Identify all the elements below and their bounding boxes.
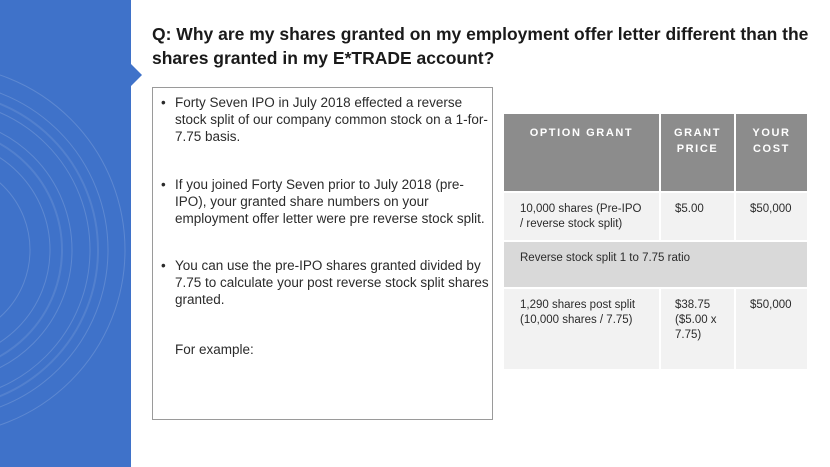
decorative-arcs — [0, 0, 131, 467]
cell-row1-grant-price: $5.00 — [661, 193, 734, 240]
bullet-item: • Forty Seven IPO in July 2018 effected a reverse stock split of our company common stock on a 1-for-7.75 basis. — [161, 94, 491, 145]
bullet-text-box — [152, 87, 493, 420]
header-option-grant: OPTION GRANT — [504, 114, 659, 191]
bullet-item: • If you joined Forty Seven prior to July 2018 (pre-IPO), your granted share numbers on your employment offer letter were pre reverse stock split. — [161, 176, 491, 227]
header-your-cost: YOUR COST — [736, 114, 807, 191]
page-title: Q: Why are my shares granted on my employment offer letter different than the shares granted in my E*TRADE account? — [152, 24, 809, 68]
sidebar-pointer — [131, 64, 142, 86]
example-label: For example: — [175, 342, 254, 357]
header-grant-price: GRANT PRICE — [661, 114, 734, 191]
cell-row1-option-grant: 10,000 shares (Pre-IPO / reverse stock split) — [504, 193, 659, 240]
cell-merged-ratio: Reverse stock split 1 to 7.75 ratio — [504, 242, 807, 287]
cell-row2-your-cost: $50,000 — [736, 289, 807, 369]
cell-row2-grant-price: $38.75 ($5.00 x 7.75) — [661, 289, 734, 369]
cell-row2-option-grant: 1,290 shares post split (10,000 shares / 7.75) — [504, 289, 659, 369]
bullet-list — [161, 94, 491, 308]
decorative-sidebar — [0, 0, 131, 467]
cell-row1-your-cost: $50,000 — [736, 193, 807, 240]
bullet-item: • You can use the pre-IPO shares granted divided by 7.75 to calculate your post reverse stock split shares granted. — [161, 257, 491, 308]
